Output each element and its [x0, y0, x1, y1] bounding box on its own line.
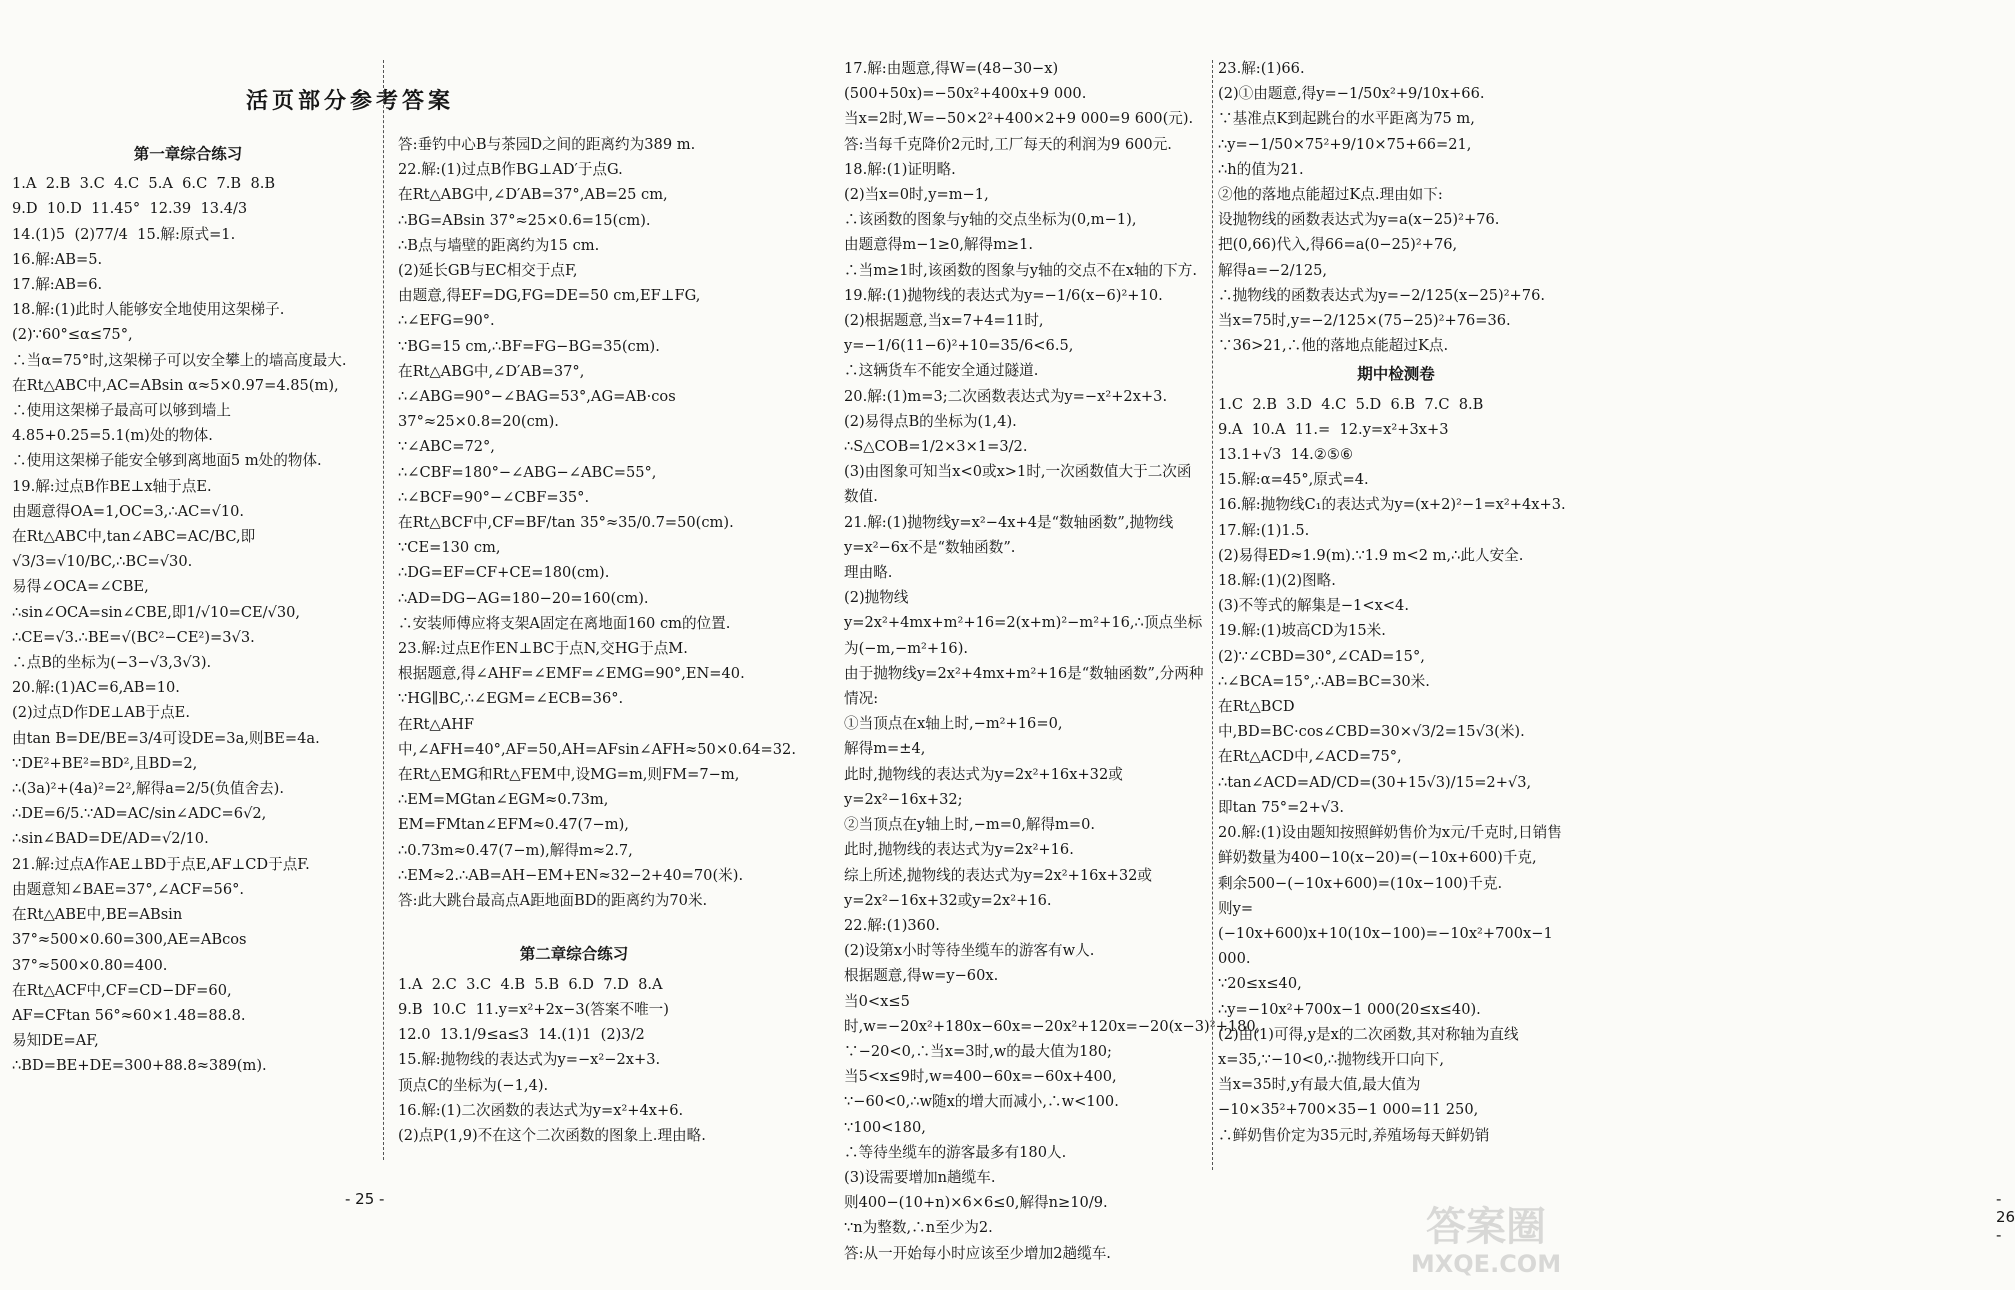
answer-line: 15.解:α=45°,原式=4.	[1218, 471, 1369, 489]
answer-line: 顶点C的坐标为(−1,4).	[398, 1076, 549, 1094]
answer-line: 易得∠OCA=∠CBE,	[12, 578, 149, 596]
answer-line: 即tan 75°=2+√3.	[1218, 798, 1345, 816]
answer-line: 由题意知∠BAE=37°,∠ACF=56°.	[12, 880, 245, 898]
answer-line: 20.解:(1)设由题知按照鲜奶售价为x元/千克时,日销售鲜奶数量为400−10(x−20)=(−10x+600)千克,	[1218, 824, 1562, 867]
answer-line: ∵n为整数,∴n至少为2.	[844, 1219, 993, 1237]
column-divider	[1212, 60, 1213, 1170]
answer-line: (3)设需要增加n趟缆车.	[844, 1168, 996, 1186]
answer-line: 17.解:(1)1.5.	[1218, 521, 1310, 539]
answer-line: 当x=2时,W=−50×2²+400×2+9 000=9 600(元).	[844, 110, 1194, 128]
answer-line: ∴安装师傅应将支架A固定在离地面160 cm的位置.	[398, 614, 731, 632]
answer-line: (2)抛物线y=2x²+4mx+m²+16=2(x+m)²−m²+16,∴顶点坐标为(−m,−m²+16).	[844, 589, 1203, 657]
answer-line: 在Rt△ABE中,BE=ABsin 37°≈500×0.60=300,AE=ABcos 37°≈500×0.80=400.	[12, 906, 252, 974]
answer-line: 在Rt△ABC中,tan∠ABC=AC/BC,即√3/3=√10/BC,∴BC=√30.	[12, 528, 256, 571]
answer-line: 17.解:AB=6.	[12, 276, 103, 294]
answer-line: 则y=(−10x+600)x+10(10x−100)=−10x²+700x−1 000.	[1218, 899, 1558, 968]
answer-line: 设抛物线的函数表达式为y=a(x−25)²+76.	[1218, 211, 1500, 229]
watermark-logo	[1386, 1196, 1586, 1280]
answer-line: 12.0 13.1/9≤a≤3 14.(1)1 (2)3/2	[398, 1026, 645, 1044]
answer-line: 16.解:(1)二次函数的表达式为y=x²+4x+6.	[398, 1101, 684, 1119]
answer-line: ∴y=−1/50×75²+9/10×75+66=21,	[1218, 135, 1472, 153]
answer-line: 根据题意,得w=y−60x.	[844, 967, 999, 985]
answer-line: y=−1/6(11−6)²+10=35/6<6.5,	[844, 337, 1074, 355]
answer-line: ∴0.73m≈0.47(7−m),解得m≈2.7,	[398, 841, 633, 859]
answer-line: (2)根据题意,当x=7+4=11时,	[844, 312, 1044, 330]
answer-line: 由题意,得EF=DG,FG=DE=50 cm,EF⊥FG,	[398, 287, 701, 305]
answer-line: 剩余500−(−10x+600)=(10x−100)千克.	[1218, 874, 1503, 892]
answer-line: ∴当m≥1时,该函数的图象与y轴的交点不在x轴的下方.	[844, 261, 1197, 279]
answer-line: 根据题意,得∠AHF=∠EMF=∠EMG=90°,EN=40.	[398, 665, 745, 683]
answer-line: ∴使用这架梯子最高可以够到墙上4.85+0.25=5.1(m)处的物体.	[12, 402, 231, 445]
answer-line: ∴CE=√3.∴BE=√(BC²−CE²)=3√3.	[12, 628, 255, 646]
answer-line: 在Rt△ABG中,∠D′AB=37°,	[398, 362, 585, 380]
answer-line: (2)易得点B的坐标为(1,4).	[844, 412, 1017, 430]
answer-line: (2)点P(1,9)不在这个二次函数的图象上.理由略.	[398, 1126, 706, 1144]
watermark-text: 答案圈	[1426, 1204, 1546, 1250]
section-heading: 期中检测卷	[1357, 365, 1435, 384]
answer-line: 14.(1)5 (2)77/4 15.解:原式=1.	[12, 225, 236, 243]
answer-line: 9.B 10.C 11.y=x²+2x−3(答案不唯一)	[398, 1000, 669, 1018]
answer-line: ∵∠ABC=72°,	[398, 438, 495, 456]
answer-line: 答:当每千克降价2元时,工厂每天的利润为9 600元.	[844, 135, 1172, 153]
answer-line: 当x=35时,y有最大值,最大值为−10×35²+700×35−1 000=11 250,	[1218, 1076, 1479, 1119]
answer-line: 把(0,66)代入,得66=a(0−25)²+76,	[1218, 236, 1458, 254]
answer-line: 22.解:(1)过点B作BG⊥AD′于点G.	[398, 161, 623, 179]
answer-line: (3)不等式的解集是−1<x<4.	[1218, 597, 1409, 615]
answer-line: ∵20≤x≤40,	[1218, 975, 1302, 993]
answer-line: 1.A 2.B 3.C 4.C 5.A 6.C 7.B 8.B	[12, 175, 276, 193]
answer-line: ∵−20<0,∴当x=3时,w的最大值为180;	[844, 1042, 1112, 1060]
answer-line: ∴sin∠OCA=sin∠CBE,即1/√10=CE/√30,	[12, 603, 301, 621]
answer-line: ∴点B的坐标为(−3−√3,3√3).	[12, 654, 212, 672]
answer-line: 21.解:过点A作AE⊥BD于点E,AF⊥CD于点F.	[12, 855, 310, 873]
answer-line: 由tan B=DE/BE=3/4可设DE=3a,则BE=4a.	[12, 729, 320, 747]
answer-line: 当5<x≤9时,w=400−60x=−60x+400,	[844, 1068, 1117, 1086]
answer-line: (2)∵∠CBD=30°,∠CAD=15°,	[1218, 647, 1425, 665]
answer-line: (2)延长GB与EC相交于点F,	[398, 262, 578, 280]
answer-line: ∴BD=BE+DE=300+88.8≈389(m).	[12, 1057, 267, 1075]
answer-line: ∴等待坐缆车的游客最多有180人.	[844, 1143, 1067, 1161]
answer-line: 在Rt△ACD中,∠ACD=75°,	[1218, 748, 1402, 766]
answer-line: ②他的落地点能超过K点.理由如下:	[1218, 186, 1443, 204]
page-left	[0, 0, 800, 1290]
answer-line: 18.解:(1)证明略.	[844, 160, 956, 178]
answer-line: ∴∠BCA=15°,∴AB=BC=30米.	[1218, 672, 1430, 690]
answer-line: 答:从一开始每小时应该至少增加2趟缆车.	[844, 1244, 1111, 1262]
answer-line: (2)由(1)可得,y是x的二次函数,其对称轴为直线x=35,∵−10<0,∴抛物线开口向下,	[1218, 1025, 1519, 1068]
answer-line: ∵100<180,	[844, 1118, 926, 1136]
answer-column-4	[1218, 56, 1574, 1186]
answer-column-2	[398, 132, 796, 1172]
section-heading: 第二章综合练习	[519, 945, 629, 964]
answer-line: 23.解:过点E作EN⊥BC于点N,交HG于点M.	[398, 640, 688, 658]
answer-line: 19.解:过点B作BE⊥x轴于点E.	[12, 477, 212, 495]
answer-line: 23.解:(1)66.	[1218, 60, 1305, 77]
answer-line: ∴S△COB=1/2×3×1=3/2.	[844, 438, 1028, 456]
answer-line: 16.解:抛物线C₁的表达式为y=(x+2)²−1=x²+4x+3.	[1218, 496, 1566, 514]
answer-line: 21.解:(1)抛物线y=x²−4x+4是“数轴函数”,抛物线y=x²−6x不是“数轴函数”.	[844, 513, 1174, 556]
answer-line: ∵基准点K到起跳台的水平距离为75 m,	[1218, 110, 1475, 128]
answer-line: ∴鲜奶售价定为35元时,养殖场每天鲜奶销	[1218, 1126, 1490, 1144]
answer-line: ∴sin∠BAD=DE/AD=√2/10.	[12, 830, 209, 848]
answer-line: (2)设第x小时等待坐缆车的游客有w人.	[844, 942, 1095, 960]
answer-line: ∴B点与墙壁的距离约为15 cm.	[398, 236, 600, 254]
section-heading: 第一章综合练习	[133, 145, 243, 163]
answer-line: 易知DE=AF,	[12, 1032, 99, 1050]
answer-line: 13.1+√3 14.②⑤⑥	[1218, 446, 1354, 464]
watermark-domain: MXQE.COM	[1410, 1250, 1562, 1278]
answer-line: 此时,抛物线的表达式为y=2x²+16.	[844, 841, 1074, 859]
answer-line: ∴使用这架梯子能安全够到离地面5 m处的物体.	[12, 452, 322, 470]
answer-line: 19.解:(1)坡高CD为15米.	[1218, 622, 1386, 640]
answer-line: ∴h的值为21.	[1218, 160, 1304, 178]
answer-line: 18.解:(1)此时人能够安全地使用这架梯子.	[12, 301, 285, 319]
answer-line: 理由略.	[844, 564, 893, 582]
answer-line: 在Rt△BCF中,CF=BF/tan 35°≈35/0.7=50(cm).	[398, 514, 734, 532]
answer-line: 在Rt△BCD中,BD=BC·cos∠CBD=30×√3/2=15√3(米).	[1218, 698, 1525, 741]
answer-line: 此时,抛物线的表达式为y=2x²+16x+32或y=2x²−16x+32;	[844, 765, 1123, 808]
answer-line: ∴(3a)²+(4a)²=2²,解得a=2/5(负值舍去).	[12, 780, 284, 798]
answer-line: ∴EM≈2.∴AB=AH−EM+EN≈32−2+40=70(米).	[398, 866, 744, 884]
answer-line: 解得m=±4,	[844, 740, 926, 758]
answer-line: ∴该函数的图象与y轴的交点坐标为(0,m−1),	[844, 211, 1137, 229]
answer-line	[398, 913, 750, 938]
answer-line: ∵CE=130 cm,	[398, 539, 501, 557]
answer-line: ∴抛物线的函数表达式为y=−2/125(x−25)²+76.	[1218, 286, 1545, 304]
answer-line: (2)当x=0时,y=m−1,	[844, 186, 989, 204]
answer-line: ①当顶点在x轴上时,−m²+16=0,	[844, 715, 1063, 733]
answer-line: ∴∠EFG=90°.	[398, 312, 495, 330]
answer-line: ∴DG=EF=CF+CE=180(cm).	[398, 564, 610, 582]
answer-line: 在Rt△ACF中,CF=CD−DF=60,	[12, 981, 232, 999]
answer-line: 20.解:(1)AC=6,AB=10.	[12, 679, 180, 697]
answer-line: ∴∠CBF=180°−∠ABG−∠ABC=55°,	[398, 463, 657, 481]
answer-line: 在Rt△ABG中,∠D′AB=37°,AB=25 cm,	[398, 186, 668, 204]
answer-line: ∴y=−10x²+700x−1 000(20≤x≤40).	[1218, 1000, 1481, 1018]
answer-line: 由题意得OA=1,OC=3,∴AC=√10.	[12, 502, 245, 520]
answer-line: 19.解:(1)抛物线的表达式为y=−1/6(x−6)²+10.	[844, 286, 1163, 304]
answer-line: 22.解:(1)360.	[844, 916, 940, 934]
answer-line: AF=CFtan 56°≈60×1.48=88.8.	[12, 1006, 246, 1024]
answer-line: 18.解:(1)(2)图略.	[1218, 572, 1336, 590]
answer-line: 答:垂钓中心B与茶园D之间的距离约为389 m.	[398, 136, 696, 153]
answer-line: (2)易得ED≈1.9(m).∵1.9 m<2 m,∴此人安全.	[1218, 546, 1524, 564]
answer-line: (2)过点D作DE⊥AB于点E.	[12, 704, 190, 722]
answer-line: ∴tan∠ACD=AD/CD=(30+15√3)/15=2+√3,	[1218, 773, 1532, 791]
answer-column-1	[12, 138, 364, 1168]
answer-line: ∴∠ABG=90°−∠BAG=53°,AG=AB·cos 37°≈25×0.8=20(cm).	[398, 388, 681, 431]
answer-line: 由题意得m−1≥0,解得m≥1.	[844, 236, 1034, 254]
page-number-right: - 26 -	[1996, 1190, 2015, 1244]
answer-line: ∵HG∥BC,∴∠EGM=∠ECB=36°.	[398, 690, 624, 708]
answer-line: 当0<x≤5时,w=−20x²+180x−60x=−20x²+120x=−20(x−3)²+180,	[844, 992, 1261, 1035]
answer-line: ∴BG=ABsin 37°≈25×0.6=15(cm).	[398, 211, 651, 229]
answer-line: ∴DE=6/5.∵AD=AC/sin∠ADC=6√2,	[12, 805, 267, 823]
answer-line: 综上所述,抛物线的表达式为y=2x²+16x+32或y=2x²−16x+32或y=2x²+16.	[844, 866, 1153, 909]
answer-line: ∵BG=15 cm,∴BF=FG−BG=35(cm).	[398, 337, 660, 355]
answer-line: ∴这辆货车不能安全通过隧道.	[844, 362, 1039, 380]
answer-line: 在Rt△AHF中,∠AFH=40°,AF=50,AH=AFsin∠AFH≈50×0.64=32.	[398, 715, 796, 758]
answer-line: ∴当α=75°时,这架梯子可以安全攀上的墙高度最大.	[12, 351, 347, 369]
answer-line: ②当顶点在y轴上时,−m=0,解得m=0.	[844, 816, 1096, 834]
answer-line: 则400−(10+n)×6×6≤0,解得n≥10/9.	[844, 1194, 1108, 1212]
answer-line: ∴EM=MGtan∠EGM≈0.73m,	[398, 791, 609, 809]
answer-line: 答:此大跳台最高点A距地面BD的距离约为70米.	[398, 892, 708, 910]
answer-line: ∴∠BCF=90°−∠CBF=35°.	[398, 488, 590, 506]
answer-line: ∵DE²+BE²=BD²,且BD=2,	[12, 754, 198, 772]
page-number-left: - 25 -	[345, 1190, 385, 1208]
answer-line: 当x=75时,y=−2/125×(75−25)²+76=36.	[1218, 312, 1511, 330]
answer-line: 在Rt△EMG和Rt△FEM中,设MG=m,则FM=7−m,	[398, 766, 740, 784]
answer-line: EM=FMtan∠EFM≈0.47(7−m),	[398, 816, 629, 834]
answer-line: (3)由图象可知当x<0或x>1时,一次函数值大于二次函数值.	[844, 463, 1192, 506]
answer-line: 由于抛物线y=2x²+4mx+m²+16是“数轴函数”,分两种情况:	[844, 664, 1204, 708]
answer-line: (2)∵60°≤α≤75°,	[12, 326, 133, 344]
answer-line: 16.解:AB=5.	[12, 250, 103, 268]
column-divider	[383, 60, 384, 1160]
page-title: 活页部分参考答案	[245, 89, 454, 114]
answer-line: 在Rt△ABC中,AC=ABsin α≈5×0.97=4.85(m),	[12, 376, 339, 394]
answer-line: 1.C 2.B 3.D 4.C 5.D 6.B 7.C 8.B	[1218, 395, 1484, 413]
answer-line: ∵36>21,∴他的落地点能超过K点.	[1218, 337, 1449, 355]
answer-line: 9.D 10.D 11.45° 12.39 13.4/3	[12, 200, 248, 218]
answer-line: 解得a=−2/125,	[1218, 261, 1328, 279]
answer-line: 17.解:由题意,得W=(48−30−x)(500+50x)=−50x²+400x+9 000.	[844, 60, 1087, 103]
answer-line: 20.解:(1)m=3;二次函数表达式为y=−x²+2x+3.	[844, 387, 1168, 405]
answer-line: ∵−60<0,∴w随x的增大而减小,∴w<100.	[844, 1093, 1119, 1111]
page-right	[800, 0, 2015, 1290]
answer-line: 9.A 10.A 11.= 12.y=x²+3x+3	[1218, 420, 1449, 438]
answer-line: ∴AD=DG−AG=180−20=160(cm).	[398, 589, 649, 607]
answer-line: 15.解:抛物线的表达式为y=−x²−2x+3.	[398, 1051, 661, 1069]
answer-line: (2)①由题意,得y=−1/50x²+9/10x+66.	[1218, 85, 1485, 103]
answer-line: 1.A 2.C 3.C 4.B 5.B 6.D 7.D 8.A	[398, 975, 663, 993]
